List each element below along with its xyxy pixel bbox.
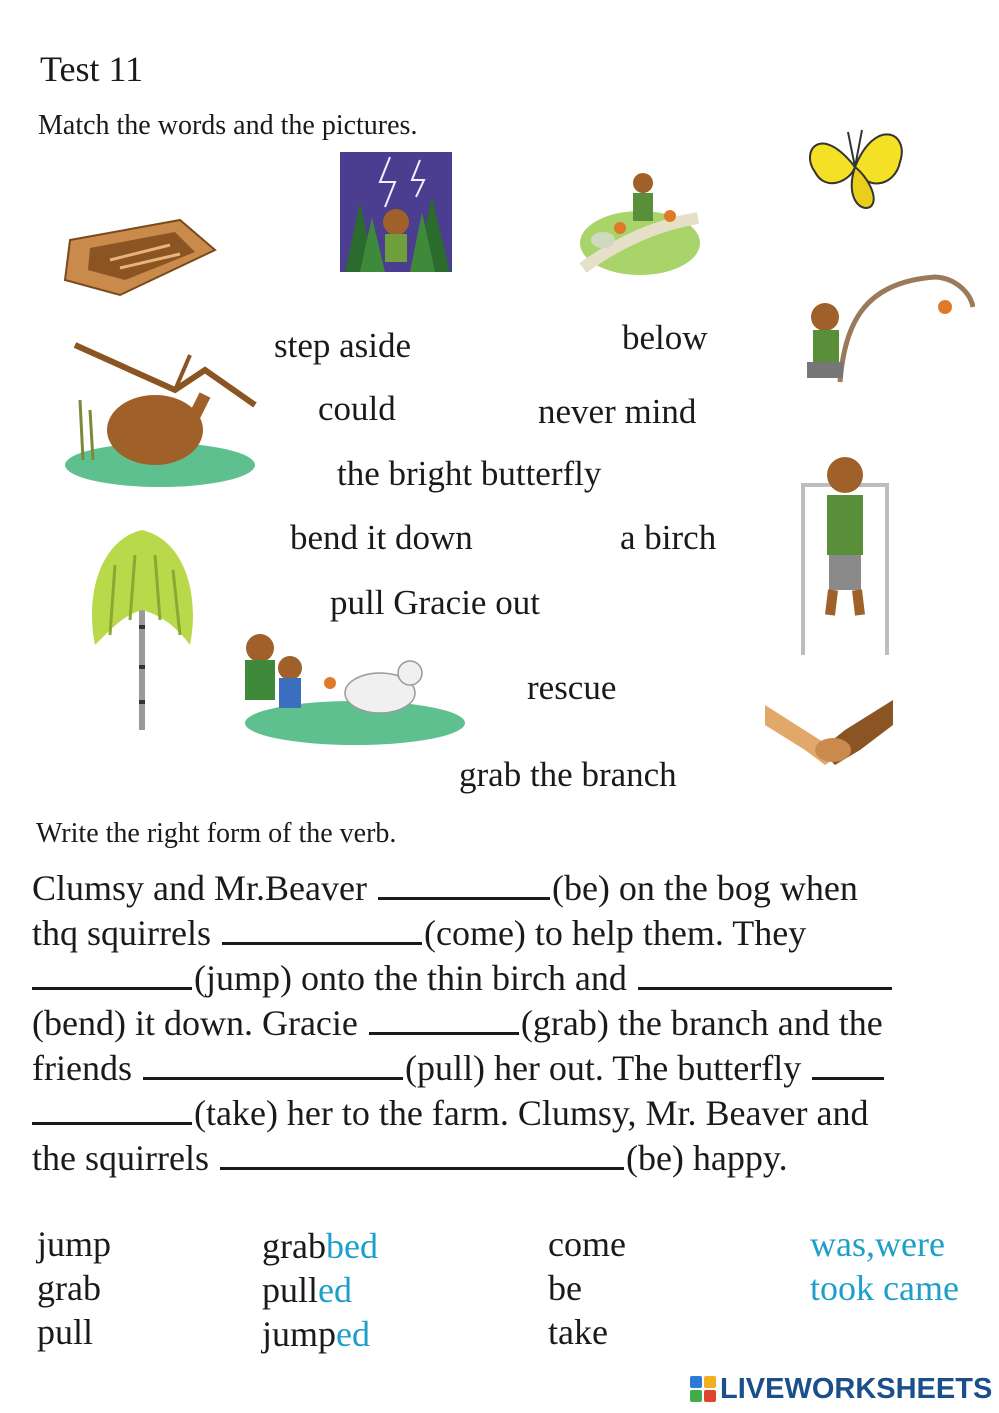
bank-answer-row: pulled xyxy=(262,1270,352,1310)
word-bank-column-3 xyxy=(548,1222,626,1354)
bank-word: jump xyxy=(37,1224,112,1264)
bear-bending-birch-picture xyxy=(785,262,975,387)
bank-word: grab xyxy=(37,1268,101,1308)
worksheet-title: Test 11 xyxy=(40,49,144,89)
answer-blank-2[interactable] xyxy=(222,915,422,945)
answer-ending: bed xyxy=(325,1226,378,1266)
answer-blank-7a[interactable] xyxy=(812,1050,884,1080)
yellow-butterfly-picture xyxy=(800,112,910,222)
answer-blank-6[interactable] xyxy=(143,1050,403,1080)
bank-word: pull xyxy=(37,1312,94,1352)
bank-answer: was,were xyxy=(810,1224,945,1264)
logo-icon xyxy=(690,1376,716,1402)
handshake-picture xyxy=(765,695,895,775)
word-bank-column-1 xyxy=(37,1222,111,1354)
bear-on-pull-up-bar-picture xyxy=(795,445,895,660)
word-below: below xyxy=(622,318,708,357)
paragraph-line-1: Clumsy and Mr.Beaver (be) on the bog when xyxy=(32,868,858,908)
paragraph-line-5: friends (pull) her out. The butterfly xyxy=(32,1046,982,1091)
bank-answer: took came xyxy=(810,1268,959,1308)
word-the-bright-butterfly: the bright butterfly xyxy=(337,454,602,493)
word-bank-column-4 xyxy=(810,1222,959,1310)
birch-tree-picture xyxy=(85,525,200,735)
fill-in-paragraph xyxy=(32,866,982,1181)
beaver-holding-branch-picture xyxy=(55,330,270,490)
word-pull-gracie-out: pull Gracie out xyxy=(330,583,540,622)
verb-instruction: Write the right form of the verb. xyxy=(36,818,397,849)
word-could: could xyxy=(318,389,396,428)
bear-in-storm-picture xyxy=(340,152,452,272)
bank-answer-row: grabbed xyxy=(262,1226,378,1266)
bear-on-path-picture xyxy=(578,168,703,278)
answer-blank-1[interactable] xyxy=(378,870,550,900)
friends-rescue-goat-picture xyxy=(235,628,467,746)
paragraph-line-7: the squirrels (be) happy. xyxy=(32,1138,788,1178)
answer-blank-8[interactable] xyxy=(220,1140,624,1170)
paragraph-line-2: thq squirrels (come) to help them. They xyxy=(32,913,807,953)
word-a-birch: a birch xyxy=(620,518,717,557)
answer-blank-3[interactable] xyxy=(32,960,192,990)
paragraph-line-4: (bend) it down. Gracie (grab) the branch and the xyxy=(32,1003,883,1043)
answer-blank-5[interactable] xyxy=(369,1005,519,1035)
word-rescue: rescue xyxy=(527,668,617,707)
word-bend-it-down: bend it down xyxy=(290,518,473,557)
word-grab-the-branch: grab the branch xyxy=(459,755,677,794)
answer-ending: ed xyxy=(318,1270,352,1310)
bank-word: come xyxy=(548,1224,626,1264)
match-instruction: Match the words and the pictures. xyxy=(38,110,418,141)
word-step-aside: step aside xyxy=(274,326,412,365)
bank-word: be xyxy=(548,1268,582,1308)
word-never-mind: never mind xyxy=(538,392,697,431)
brand-name: LIVEWORKSHEETS xyxy=(720,1372,993,1405)
paragraph-line-3: (jump) onto the thin birch and xyxy=(32,956,982,1001)
bank-answer-row: jumped xyxy=(262,1314,370,1354)
wooden-raft-picture xyxy=(60,210,220,305)
answer-ending: ed xyxy=(336,1314,370,1354)
liveworksheets-logo xyxy=(690,1372,992,1406)
word-bank-column-2 xyxy=(262,1224,378,1356)
bank-word: take xyxy=(548,1312,608,1352)
answer-blank-4[interactable] xyxy=(638,960,892,990)
answer-blank-7b[interactable] xyxy=(32,1095,192,1125)
paragraph-line-6: (take) her to the farm. Clumsy, Mr. Beaver and xyxy=(32,1091,982,1136)
